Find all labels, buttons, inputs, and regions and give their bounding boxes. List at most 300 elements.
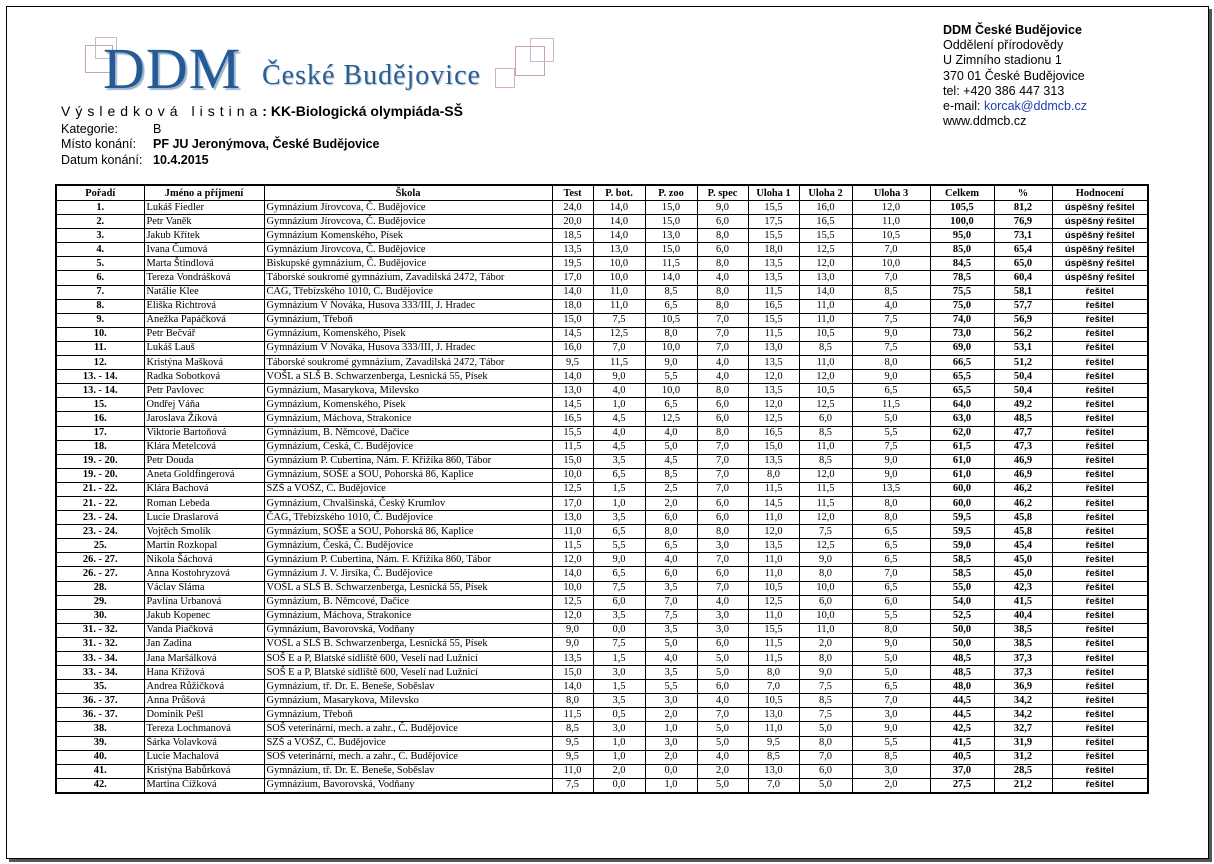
- percent-cell: 73,1: [994, 229, 1052, 243]
- bot-cell: 0,0: [593, 623, 645, 637]
- zoo-cell: 2,0: [645, 750, 697, 764]
- percent-cell: 38,5: [994, 637, 1052, 651]
- name-cell: Jakub Kopenec: [144, 609, 264, 623]
- spec-cell: 6,0: [697, 511, 748, 525]
- rating-cell: úspěšný řešitel: [1052, 215, 1148, 229]
- rank-cell: 3.: [56, 229, 144, 243]
- total-cell: 61,0: [930, 468, 994, 482]
- name-cell: Petr Bečvář: [144, 327, 264, 341]
- task2-cell: 15,5: [799, 229, 852, 243]
- task3-cell: 9,0: [852, 722, 930, 736]
- name-cell: Petr Douda: [144, 454, 264, 468]
- rating-cell: řešitel: [1052, 285, 1148, 299]
- task2-cell: 7,5: [799, 680, 852, 694]
- rank-cell: 23. - 24.: [56, 511, 144, 525]
- school-cell: Táborské soukromé gymnázium, Zavadilská 2472, Tábor: [264, 271, 552, 285]
- bot-cell: 6,5: [593, 567, 645, 581]
- spec-cell: 6,0: [697, 567, 748, 581]
- task2-cell: 6,0: [799, 412, 852, 426]
- org-department: Oddělení přírodovědy: [943, 38, 1064, 53]
- test-cell: 12,0: [552, 609, 593, 623]
- spec-cell: 6,0: [697, 496, 748, 510]
- rating-cell: úspěšný řešitel: [1052, 243, 1148, 257]
- spec-cell: 5,0: [697, 778, 748, 793]
- percent-cell: 28,5: [994, 764, 1052, 778]
- org-contact-block: [943, 23, 1087, 129]
- percent-cell: 49,2: [994, 398, 1052, 412]
- total-cell: 75,5: [930, 285, 994, 299]
- bot-cell: 5,5: [593, 539, 645, 553]
- spec-cell: 7,0: [697, 553, 748, 567]
- org-email-link[interactable]: korcak@ddmcb.cz: [983, 99, 1087, 114]
- name-cell: Hana Křížová: [144, 666, 264, 680]
- task1-cell: 13,5: [748, 257, 799, 271]
- bot-cell: 7,0: [593, 341, 645, 355]
- school-cell: SZŠ a VOŠZ, Č. Budějovice: [264, 482, 552, 496]
- rank-cell: 30.: [56, 609, 144, 623]
- name-cell: Tereza Lochmanová: [144, 722, 264, 736]
- spec-cell: 6,0: [697, 637, 748, 651]
- org-email-line: [943, 99, 1087, 114]
- rating-cell: řešitel: [1052, 511, 1148, 525]
- zoo-cell: 6,0: [645, 511, 697, 525]
- table-row: [56, 722, 1148, 736]
- total-cell: 65,5: [930, 384, 994, 398]
- rank-cell: 40.: [56, 750, 144, 764]
- rank-cell: 5.: [56, 257, 144, 271]
- name-cell: Kristýna Mašková: [144, 356, 264, 370]
- name-cell: Lukáš Fiedler: [144, 201, 264, 215]
- table-header-row: [56, 185, 1148, 201]
- spec-cell: 7,0: [697, 581, 748, 595]
- task3-cell: 7,0: [852, 271, 930, 285]
- task2-cell: 11,0: [799, 356, 852, 370]
- zoo-cell: 1,0: [645, 722, 697, 736]
- percent-cell: 34,2: [994, 694, 1052, 708]
- task1-cell: 12,5: [748, 595, 799, 609]
- spec-cell: 8,0: [697, 285, 748, 299]
- rating-cell: řešitel: [1052, 412, 1148, 426]
- task3-cell: 10,5: [852, 229, 930, 243]
- school-cell: SOŠ veterinární, mech. a zahr., Č. Budějovice: [264, 722, 552, 736]
- rank-cell: 4.: [56, 243, 144, 257]
- percent-cell: 51,2: [994, 356, 1052, 370]
- spec-cell: 3,0: [697, 623, 748, 637]
- spec-cell: 3,0: [697, 609, 748, 623]
- test-cell: 14,0: [552, 567, 593, 581]
- task3-cell: 9,0: [852, 327, 930, 341]
- zoo-cell: 0,0: [645, 764, 697, 778]
- task2-cell: 8,0: [799, 567, 852, 581]
- spec-cell: 3,0: [697, 539, 748, 553]
- rating-cell: řešitel: [1052, 708, 1148, 722]
- spec-cell: 5,0: [697, 722, 748, 736]
- rank-cell: 11.: [56, 341, 144, 355]
- rating-cell: řešitel: [1052, 398, 1148, 412]
- table-row: [56, 778, 1148, 793]
- task3-cell: 8,0: [852, 511, 930, 525]
- name-cell: Aneta Goldfingerová: [144, 468, 264, 482]
- table-row: [56, 384, 1148, 398]
- task3-cell: 6,5: [852, 553, 930, 567]
- name-cell: Martin Rozkopal: [144, 539, 264, 553]
- name-cell: Šárka Volavková: [144, 736, 264, 750]
- test-cell: 11,0: [552, 764, 593, 778]
- total-cell: 78,5: [930, 271, 994, 285]
- percent-cell: 47,3: [994, 440, 1052, 454]
- task3-cell: 6,5: [852, 525, 930, 539]
- rating-cell: úspěšný řešitel: [1052, 201, 1148, 215]
- test-cell: 11,0: [552, 525, 593, 539]
- zoo-cell: 4,0: [645, 553, 697, 567]
- task2-cell: 12,0: [799, 370, 852, 384]
- bot-cell: 1,5: [593, 482, 645, 496]
- place-value: PF JU Jeronýmova, České Budějovice: [153, 137, 380, 152]
- task3-cell: 8,0: [852, 623, 930, 637]
- zoo-cell: 11,5: [645, 257, 697, 271]
- test-cell: 13,0: [552, 511, 593, 525]
- percent-cell: 40,4: [994, 609, 1052, 623]
- table-row: [56, 539, 1148, 553]
- task3-cell: 6,0: [852, 595, 930, 609]
- bot-cell: 14,0: [593, 201, 645, 215]
- task1-cell: 10,5: [748, 694, 799, 708]
- percent-cell: 65,4: [994, 243, 1052, 257]
- test-cell: 20,0: [552, 215, 593, 229]
- table-row: [56, 736, 1148, 750]
- rank-cell: 15.: [56, 398, 144, 412]
- school-cell: Gymnázium, Bavorovská, Vodňany: [264, 623, 552, 637]
- column-header: Uloha 2: [799, 185, 852, 201]
- place-label: Místo konání:: [61, 137, 137, 152]
- school-cell: SZŠ a VOŠZ, Č. Budějovice: [264, 736, 552, 750]
- school-cell: Gymnázium Komenského, Písek: [264, 229, 552, 243]
- org-city: 370 01 České Budějovice: [943, 68, 1085, 83]
- zoo-cell: 7,5: [645, 609, 697, 623]
- task1-cell: 15,5: [748, 313, 799, 327]
- task1-cell: 13,5: [748, 454, 799, 468]
- task3-cell: 13,5: [852, 482, 930, 496]
- table-row: [56, 680, 1148, 694]
- rank-cell: 38.: [56, 722, 144, 736]
- task1-cell: 11,5: [748, 327, 799, 341]
- test-cell: 13,0: [552, 384, 593, 398]
- school-cell: Gymnázium, Masarykova, Milevsko: [264, 384, 552, 398]
- spec-cell: 5,0: [697, 666, 748, 680]
- test-cell: 14,5: [552, 327, 593, 341]
- total-cell: 61,5: [930, 440, 994, 454]
- task3-cell: 5,0: [852, 412, 930, 426]
- task2-cell: 11,0: [799, 623, 852, 637]
- spec-cell: 8,0: [697, 257, 748, 271]
- name-cell: Jaroslava Žíková: [144, 412, 264, 426]
- name-cell: Natálie Klee: [144, 285, 264, 299]
- percent-cell: 32,7: [994, 722, 1052, 736]
- task2-cell: 12,0: [799, 468, 852, 482]
- bot-cell: 4,5: [593, 440, 645, 454]
- test-cell: 14,0: [552, 680, 593, 694]
- total-cell: 95,0: [930, 229, 994, 243]
- task2-cell: 12,5: [799, 398, 852, 412]
- table-row: [56, 229, 1148, 243]
- task2-cell: 12,0: [799, 511, 852, 525]
- total-cell: 85,0: [930, 243, 994, 257]
- name-cell: Dominik Pešl: [144, 708, 264, 722]
- test-cell: 11,5: [552, 708, 593, 722]
- zoo-cell: 8,0: [645, 525, 697, 539]
- task2-cell: 9,0: [799, 666, 852, 680]
- school-cell: Gymnázium Jírovcova, Č. Budějovice: [264, 215, 552, 229]
- school-cell: Gymnázium V Nováka, Husova 333/III, J. Hradec: [264, 341, 552, 355]
- date-value: 10.4.2015: [153, 152, 209, 167]
- name-cell: Jakub Křítek: [144, 229, 264, 243]
- percent-cell: 53,1: [994, 341, 1052, 355]
- total-cell: 64,0: [930, 398, 994, 412]
- name-cell: Anežka Papáčková: [144, 313, 264, 327]
- ddm-logo: [90, 36, 560, 102]
- total-cell: 60,0: [930, 482, 994, 496]
- task2-cell: 12,0: [799, 257, 852, 271]
- school-cell: Gymnázium, SOŠE a SOU, Pohorská 86, Kaplice: [264, 468, 552, 482]
- spec-cell: 5,0: [697, 736, 748, 750]
- zoo-cell: 6,0: [645, 567, 697, 581]
- bot-cell: 4,5: [593, 412, 645, 426]
- rank-cell: 33. - 34.: [56, 652, 144, 666]
- school-cell: SOŠ E a P, Blatské sídliště 600, Veselí nad Lužnicí: [264, 652, 552, 666]
- task1-cell: 13,5: [748, 271, 799, 285]
- total-cell: 48,0: [930, 680, 994, 694]
- table-row: [56, 525, 1148, 539]
- rank-cell: 33. - 34.: [56, 666, 144, 680]
- task1-cell: 11,0: [748, 511, 799, 525]
- total-cell: 61,0: [930, 454, 994, 468]
- rating-cell: řešitel: [1052, 722, 1148, 736]
- task3-cell: 3,0: [852, 708, 930, 722]
- test-cell: 18,0: [552, 299, 593, 313]
- percent-cell: 31,2: [994, 750, 1052, 764]
- logo-main-text: DDM: [103, 36, 242, 101]
- percent-cell: 46,9: [994, 454, 1052, 468]
- percent-cell: 37,3: [994, 666, 1052, 680]
- test-cell: 11,5: [552, 440, 593, 454]
- spec-cell: 8,0: [697, 525, 748, 539]
- task1-cell: 14,5: [748, 496, 799, 510]
- task3-cell: 5,5: [852, 609, 930, 623]
- name-cell: Jan Zadina: [144, 637, 264, 651]
- rating-cell: úspěšný řešitel: [1052, 271, 1148, 285]
- zoo-cell: 6,5: [645, 539, 697, 553]
- total-cell: 65,5: [930, 370, 994, 384]
- task2-cell: 7,0: [799, 750, 852, 764]
- task1-cell: 16,5: [748, 299, 799, 313]
- spec-cell: 4,0: [697, 271, 748, 285]
- task3-cell: 6,5: [852, 384, 930, 398]
- bot-cell: 3,5: [593, 454, 645, 468]
- spec-cell: 6,0: [697, 412, 748, 426]
- percent-cell: 36,9: [994, 680, 1052, 694]
- total-cell: 59,0: [930, 539, 994, 553]
- task1-cell: 13,0: [748, 341, 799, 355]
- school-cell: Gymnázium, Komenského, Písek: [264, 327, 552, 341]
- table-row: [56, 482, 1148, 496]
- zoo-cell: 13,0: [645, 229, 697, 243]
- rating-cell: řešitel: [1052, 426, 1148, 440]
- bot-cell: 10,0: [593, 271, 645, 285]
- zoo-cell: 3,0: [645, 736, 697, 750]
- table-row: [56, 623, 1148, 637]
- total-cell: 40,5: [930, 750, 994, 764]
- name-cell: Petr Pavlovec: [144, 384, 264, 398]
- task2-cell: 11,0: [799, 313, 852, 327]
- rank-cell: 36. - 37.: [56, 708, 144, 722]
- test-cell: 9,0: [552, 623, 593, 637]
- spec-cell: 6,0: [697, 243, 748, 257]
- table-row: [56, 327, 1148, 341]
- task2-cell: 12,5: [799, 539, 852, 553]
- zoo-cell: 2,0: [645, 708, 697, 722]
- rank-cell: 29.: [56, 595, 144, 609]
- rating-cell: řešitel: [1052, 482, 1148, 496]
- percent-cell: 57,7: [994, 299, 1052, 313]
- name-cell: Viktorie Bartoňová: [144, 426, 264, 440]
- task3-cell: 7,0: [852, 567, 930, 581]
- rank-cell: 13. - 14.: [56, 384, 144, 398]
- zoo-cell: 8,5: [645, 285, 697, 299]
- meta-place: [61, 137, 463, 153]
- test-cell: 8,5: [552, 722, 593, 736]
- task3-cell: 12,0: [852, 201, 930, 215]
- bot-cell: 6,5: [593, 525, 645, 539]
- percent-cell: 41,5: [994, 595, 1052, 609]
- results-table: [55, 184, 1149, 794]
- test-cell: 15,0: [552, 666, 593, 680]
- rank-cell: 36. - 37.: [56, 694, 144, 708]
- bot-cell: 13,0: [593, 243, 645, 257]
- spec-cell: 2,0: [697, 764, 748, 778]
- percent-cell: 45,4: [994, 539, 1052, 553]
- spec-cell: 7,0: [697, 341, 748, 355]
- rating-cell: řešitel: [1052, 666, 1148, 680]
- percent-cell: 65,0: [994, 257, 1052, 271]
- task3-cell: 7,5: [852, 313, 930, 327]
- table-row: [56, 652, 1148, 666]
- bot-cell: 1,5: [593, 680, 645, 694]
- table-row: [56, 666, 1148, 680]
- bot-cell: 6,0: [593, 595, 645, 609]
- column-header: Hodnocení: [1052, 185, 1148, 201]
- name-cell: Martina Čížková: [144, 778, 264, 793]
- task2-cell: 11,5: [799, 482, 852, 496]
- rating-cell: řešitel: [1052, 680, 1148, 694]
- zoo-cell: 10,5: [645, 313, 697, 327]
- task3-cell: 5,0: [852, 652, 930, 666]
- percent-cell: 45,8: [994, 525, 1052, 539]
- name-cell: Klára Bachová: [144, 482, 264, 496]
- name-cell: Václav Sláma: [144, 581, 264, 595]
- task1-cell: 11,0: [748, 722, 799, 736]
- table-row: [56, 412, 1148, 426]
- task3-cell: 9,0: [852, 454, 930, 468]
- percent-cell: 21,2: [994, 778, 1052, 793]
- spec-cell: 7,0: [697, 327, 748, 341]
- school-cell: VOŠL a SLŠ B. Schwarzenberga, Lesnická 55, Písek: [264, 581, 552, 595]
- total-cell: 50,0: [930, 637, 994, 651]
- category-value: B: [153, 121, 162, 136]
- bot-cell: 4,0: [593, 384, 645, 398]
- task1-cell: 12,0: [748, 398, 799, 412]
- rank-cell: 25.: [56, 539, 144, 553]
- school-cell: Gymnázium Jírovcova, Č. Budějovice: [264, 243, 552, 257]
- rank-cell: 28.: [56, 581, 144, 595]
- column-header: Jméno a příjmení: [144, 185, 264, 201]
- spec-cell: 8,0: [697, 426, 748, 440]
- name-cell: Ondřej Váňa: [144, 398, 264, 412]
- spec-cell: 4,0: [697, 694, 748, 708]
- total-cell: 55,0: [930, 581, 994, 595]
- test-cell: 7,5: [552, 778, 593, 793]
- test-cell: 14,0: [552, 370, 593, 384]
- total-cell: 58,5: [930, 567, 994, 581]
- bot-cell: 9,0: [593, 370, 645, 384]
- table-row: [56, 708, 1148, 722]
- percent-cell: 46,2: [994, 496, 1052, 510]
- task2-cell: 9,0: [799, 553, 852, 567]
- name-cell: Ivana Čumová: [144, 243, 264, 257]
- rating-cell: řešitel: [1052, 750, 1148, 764]
- zoo-cell: 15,0: [645, 215, 697, 229]
- table-row: [56, 595, 1148, 609]
- table-row: [56, 496, 1148, 510]
- name-cell: Radka Sobotková: [144, 370, 264, 384]
- percent-cell: 45,8: [994, 511, 1052, 525]
- task1-cell: 12,5: [748, 412, 799, 426]
- school-cell: Táborské soukromé gymnázium, Zavadilská 2472, Tábor: [264, 356, 552, 370]
- school-cell: ČAG, Třebízského 1010, Č. Budějovice: [264, 511, 552, 525]
- table-row: [56, 215, 1148, 229]
- rank-cell: 6.: [56, 271, 144, 285]
- rating-cell: řešitel: [1052, 539, 1148, 553]
- task1-cell: 15,5: [748, 623, 799, 637]
- table-row: [56, 271, 1148, 285]
- spec-cell: 4,0: [697, 595, 748, 609]
- rank-cell: 26. - 27.: [56, 567, 144, 581]
- total-cell: 62,0: [930, 426, 994, 440]
- zoo-cell: 5,0: [645, 440, 697, 454]
- task3-cell: 6,5: [852, 680, 930, 694]
- percent-cell: 34,2: [994, 708, 1052, 722]
- rating-cell: řešitel: [1052, 764, 1148, 778]
- zoo-cell: 15,0: [645, 243, 697, 257]
- rating-cell: řešitel: [1052, 356, 1148, 370]
- rating-cell: řešitel: [1052, 370, 1148, 384]
- total-cell: 75,0: [930, 299, 994, 313]
- category-label: Kategorie:: [61, 121, 118, 136]
- task3-cell: 5,0: [852, 666, 930, 680]
- rating-cell: řešitel: [1052, 299, 1148, 313]
- title-spaced: Výsledková listina: [61, 103, 263, 119]
- zoo-cell: 10,0: [645, 384, 697, 398]
- name-cell: Nikola Šáchová: [144, 553, 264, 567]
- spec-cell: 6,0: [697, 680, 748, 694]
- school-cell: Biskupské gymnázium, Č. Budějovice: [264, 257, 552, 271]
- zoo-cell: 15,0: [645, 201, 697, 215]
- school-cell: VOŠL a SLŠ B. Schwarzenberga, Lesnická 55, Písek: [264, 637, 552, 651]
- test-cell: 17,0: [552, 271, 593, 285]
- rating-cell: řešitel: [1052, 581, 1148, 595]
- table-row: [56, 553, 1148, 567]
- table-row: [56, 201, 1148, 215]
- percent-cell: 48,5: [994, 412, 1052, 426]
